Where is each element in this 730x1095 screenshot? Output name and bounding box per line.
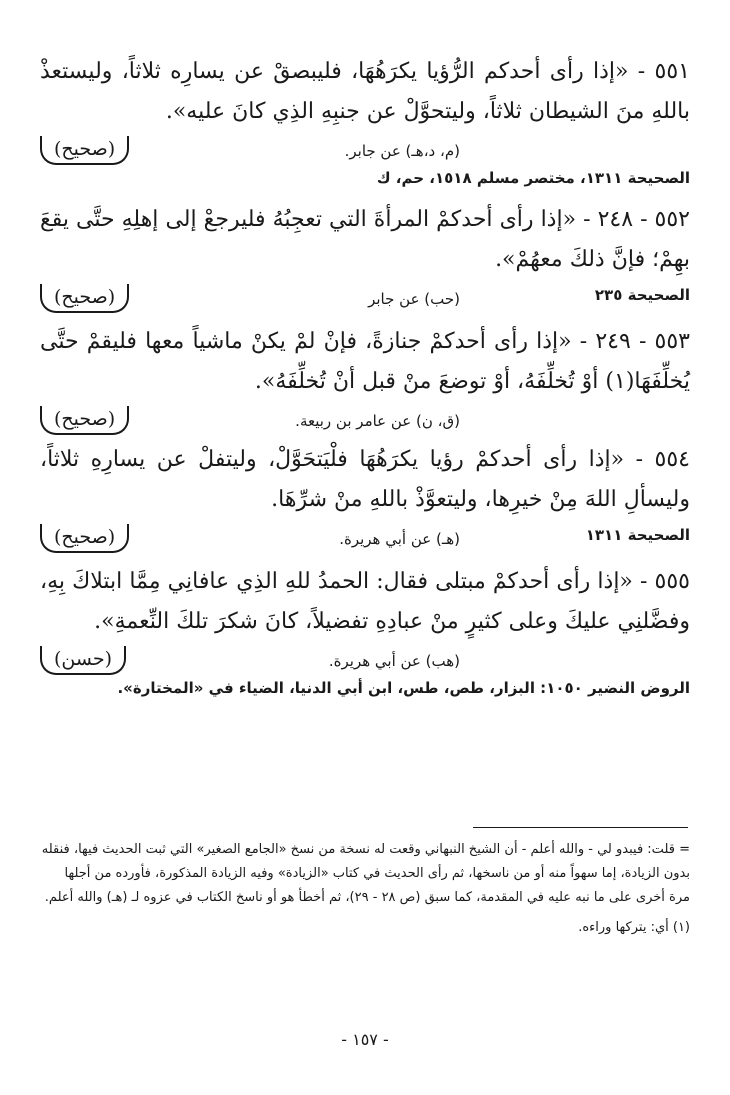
source-attribution: (م، د،هـ) عن جابر. <box>344 142 460 160</box>
reference-line: الروض النضير ١٠٥٠: البزار، طص، طس، ابن أبي الدنيا، الضياء في «المختارة». <box>117 679 690 697</box>
hadith-entry <box>40 440 690 554</box>
hadith-text: ٥٥٣ - ٢٤٩ - «إذا رأى أحدكمْ جنازةً، فإنْ لمْ يكنْ ماشياً معها فليقمْ حتَّى يُخلِّفَهَا(١) أوْ تُخلِّفَهُ، أوْ توضعَ منْ قبل أنْ تُخلِّفَهُ». <box>40 329 690 394</box>
reference-right: الصحيحة ١٣١١ <box>585 526 690 544</box>
hadith-text: ٥٥٥ - «إذا رأى أحدكمْ مبتلى فقال: الحمدُ للهِ الذِي عافانِي مِمَّا ابتلاكَ بِهِ، وفضَّلنِي عليكَ وعلى كثيرٍ منْ عبادِهِ تفضيلاً، كانَ شكرَ تلكَ النِّعمةِ». <box>40 569 690 634</box>
reference-line: الصحيحة ١٣١١، مختصر مسلم ١٥١٨، حم، ك <box>376 169 690 187</box>
footnote-continuation: = قلت: فيبدو لي - والله أعلم - أن الشيخ النبهاني وقعت له نسخة من نسخ «الجامع الصغير» التي ثبت الحديث فيها، فنقله بدون الزيادة، إما سهواً منه أو من ناسخها، ثم رأى الحديث في كتاب «الزيادة» وفيه الزيادة المذكورة، فأورده من أجلها مرة أخرى على ما نبه عليه في المقدمة، كما سبق (ص ٢٨ - ٢٩)، ثم أخطأ هو أو ناسخ الكتاب في عزوه لـ (هـ) والله أعلم. <box>41 842 690 905</box>
hadith-entry <box>40 200 690 314</box>
grade-badge: (صحيح) <box>40 136 129 165</box>
entry-meta <box>40 284 690 314</box>
grade-badge: (صحيح) <box>40 524 129 553</box>
entry-meta <box>40 136 690 166</box>
source-attribution: (هـ) عن أبي هريرة. <box>339 530 460 548</box>
source-attribution: (حب) عن جابر <box>368 290 460 308</box>
hadith-entry <box>40 562 690 700</box>
document-page <box>40 40 690 1070</box>
source-attribution: (ق، ن) عن عامر بن ربيعة. <box>295 412 460 430</box>
footnote-1: (١) أي: يتركها وراءه. <box>578 920 690 935</box>
entry-meta <box>40 646 690 676</box>
grade-badge: (صحيح) <box>40 284 129 313</box>
hadith-entry <box>40 52 690 190</box>
source-attribution: (هب) عن أبي هريرة. <box>328 652 460 670</box>
hadith-text: ٥٥٢ - ٢٤٨ - «إذا رأى أحدكمْ المرأةَ التي تعجِبُهُ فليرجعْ إلى إهلِهِ حتَّى يقعَ بهِمْ؛ فإنَّ ذلكَ معهُمْ». <box>40 207 690 272</box>
footnote-divider <box>473 827 688 828</box>
hadith-entry <box>40 322 690 436</box>
footnotes <box>40 838 690 940</box>
grade-badge: (حسن) <box>40 646 126 675</box>
entry-meta <box>40 524 690 554</box>
hadith-text: ٥٥١ - «إذا رأى أحدكم الرُّؤيا يكرَهُهَا، فليبصقْ عن يسارِه ثلاثاً، وليستعذْ باللهِ منَ الشيطان ثلاثاً، وليتحوَّلْ عن جنبِهِ الذِي كانَ عليه». <box>40 59 690 124</box>
entry-meta <box>40 406 690 436</box>
hadith-text: ٥٥٤ - «إذا رأى أحدكمْ رؤيا يكرَهُهَا فلْيَتحَوَّلْ، وليتفلْ عن يسارِهِ ثلاثاً، وليسألِ اللهَ مِنْ خيرِها، وليتعوَّذْ باللهِ منْ شرِّهَا. <box>40 447 690 512</box>
page-number: - ١٥٧ - <box>341 1030 389 1049</box>
grade-badge: (صحيح) <box>40 406 129 435</box>
reference-right: الصحيحة ٢٣٥ <box>594 286 690 304</box>
